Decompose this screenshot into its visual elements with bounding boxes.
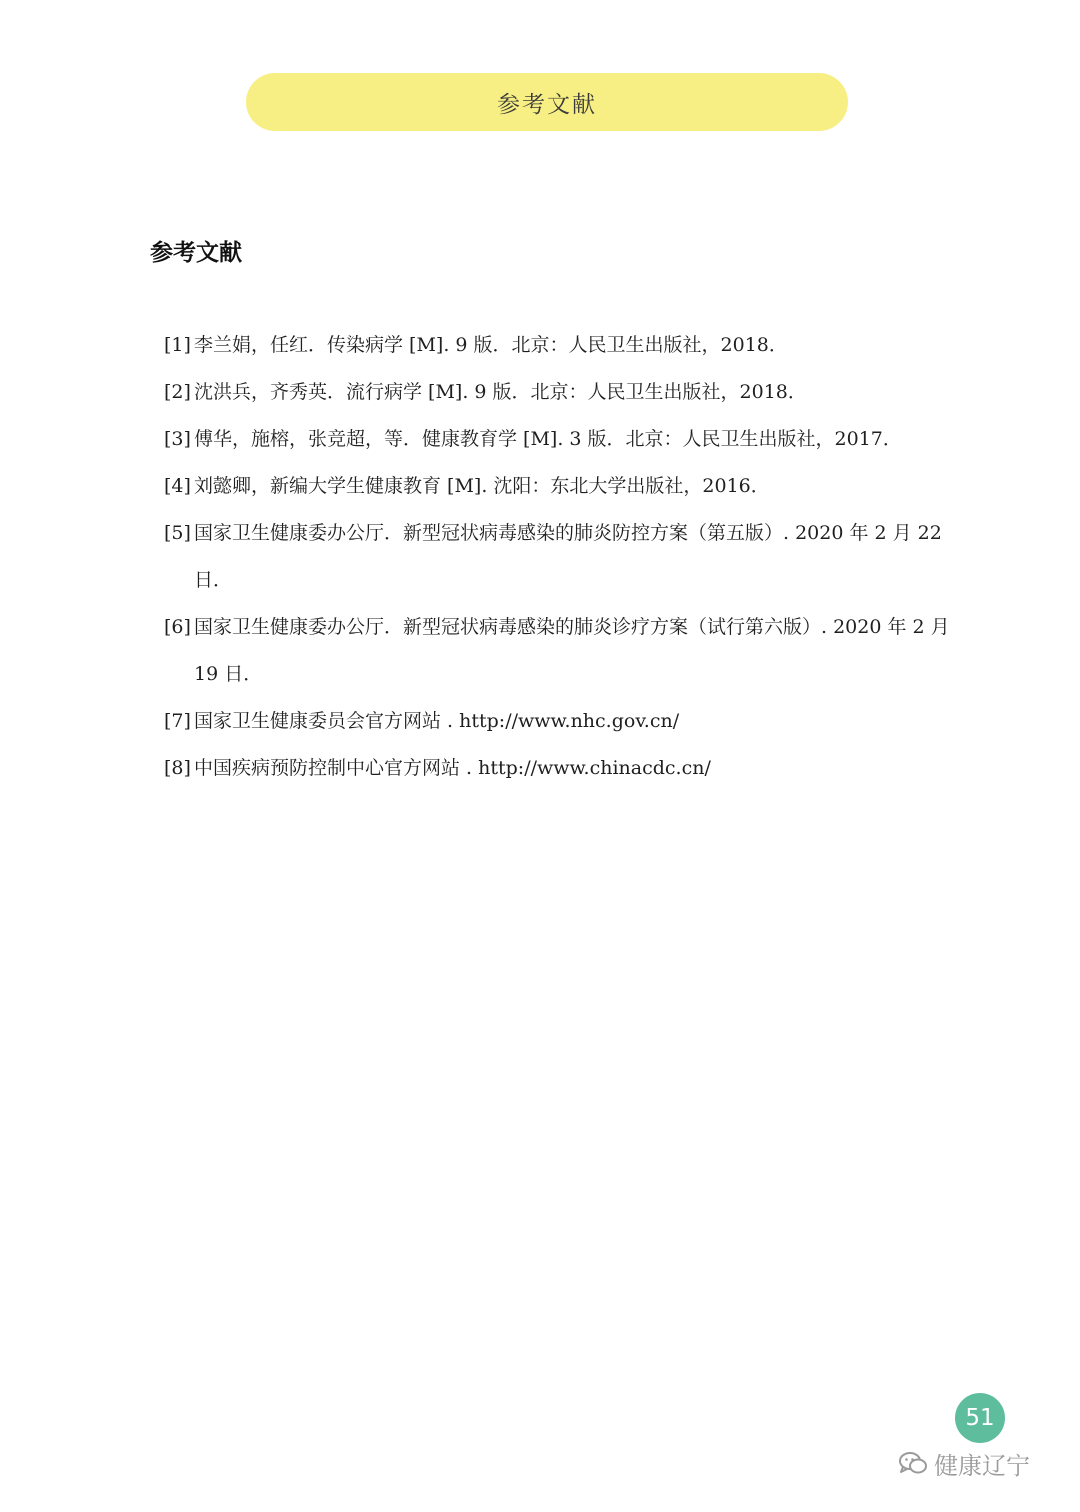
- reference-item: [164, 463, 954, 510]
- reference-list: [164, 322, 954, 792]
- reference-item: [164, 369, 954, 416]
- reference-text: 李兰娟，任红．传染病学 [M]. 9 版．北京：人民卫生出版社，2018．: [194, 334, 788, 356]
- reference-text: 傅华，施榕，张竞超，等．健康教育学 [M]. 3 版．北京：人民卫生出版社，2017．: [194, 428, 902, 450]
- section-heading: 参考文献: [150, 240, 242, 266]
- reference-text: 国家卫生健康委办公厅．新型冠状病毒感染的肺炎防控方案（第五版）. 2020 年 2 月 22 日．: [194, 522, 948, 591]
- reference-item: [164, 510, 954, 604]
- wechat-icon: [898, 1451, 928, 1477]
- watermark: [898, 1446, 1030, 1481]
- header-banner: [246, 73, 848, 131]
- reference-text: 沈洪兵，齐秀英．流行病学 [M]. 9 版．北京：人民卫生出版社，2018．: [194, 381, 807, 403]
- reference-link-text: 国家卫生健康委员会官方网站 . http://www.nhc.gov.cn/: [194, 710, 680, 732]
- reference-item: [164, 698, 954, 745]
- reference-item: [164, 604, 954, 698]
- reference-text: 国家卫生健康委办公厅．新型冠状病毒感染的肺炎诊疗方案（试行第六版）. 2020 年 2 月 19 日．: [194, 616, 956, 685]
- reference-item: [164, 322, 954, 369]
- reference-number: [8]: [164, 757, 191, 779]
- reference-number: [7]: [164, 710, 191, 732]
- reference-number: [6]: [164, 616, 191, 638]
- reference-number: [3]: [164, 428, 191, 450]
- watermark-text: 健康辽宁: [934, 1452, 1030, 1480]
- reference-number: [2]: [164, 381, 191, 403]
- reference-item: [164, 416, 954, 463]
- reference-text: 刘懿卿，新编大学生健康教育 [M]. 沈阳：东北大学出版社，2016．: [194, 475, 770, 497]
- page-number-badge: 51: [955, 1393, 1005, 1443]
- reference-link-text: 中国疾病预防控制中心官方网站 . http://www.chinacdc.cn/: [194, 757, 711, 779]
- reference-number: [4]: [164, 475, 191, 497]
- header-title: 参考文献: [497, 91, 597, 118]
- reference-number: [1]: [164, 334, 191, 356]
- reference-number: [5]: [164, 522, 191, 544]
- reference-item: [164, 745, 954, 792]
